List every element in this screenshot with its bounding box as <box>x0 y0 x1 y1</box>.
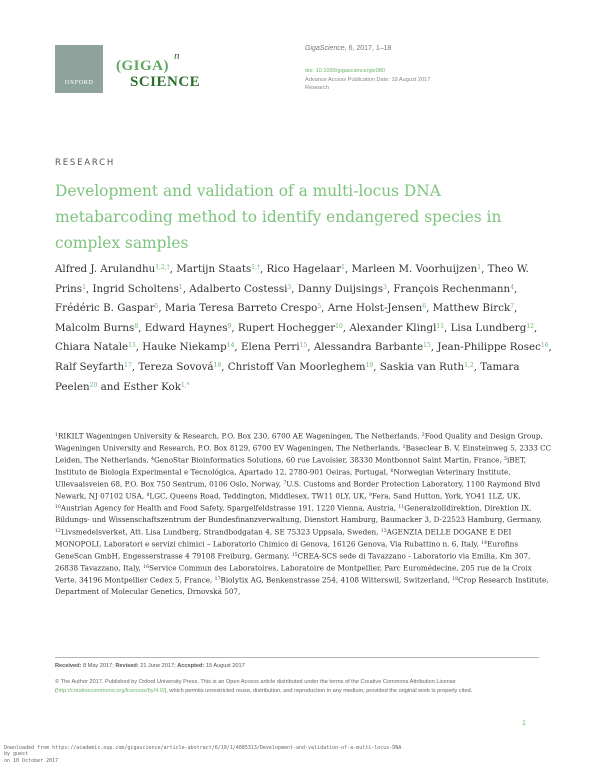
affiliation-text: Service Commun des Laboratoires, Laboratoire de Montpellier, Parc Euromédecine, 205 rue de la Croix Verte, 34196 Montpellier Cedex 5, France, <box>55 563 532 584</box>
author <box>123 381 189 393</box>
author-name: Alessandra Barbante <box>313 341 424 354</box>
author-affiliation-ref: 1 <box>477 264 482 271</box>
affiliation-number: 9 <box>368 493 372 498</box>
author-affiliation-ref: 18 <box>213 361 222 369</box>
author-name: Chiara Natale <box>55 341 129 354</box>
author-affiliation-ref: 4 <box>510 283 515 291</box>
author-name: Saskia van Ruth <box>379 360 465 373</box>
author-affiliation-ref: 17 <box>124 361 132 369</box>
author <box>349 322 444 334</box>
author <box>138 361 221 373</box>
author-affiliation-ref: 1 <box>178 283 183 291</box>
giga-logo-text: (GIGA) <box>116 58 169 74</box>
author-name: Christoff Van Moorleghem <box>227 360 366 373</box>
author-name: Alexander Klingl <box>349 321 437 334</box>
author-affiliation-ref: 19 <box>365 361 374 369</box>
author <box>437 341 548 353</box>
author <box>393 283 514 295</box>
author-affiliation-ref: 15 <box>299 342 308 350</box>
author-name: Maria Teresa Barreto Crespo <box>164 302 318 315</box>
author-name: Ralf Seyfarth <box>55 360 125 373</box>
author-affiliation-ref: 11 <box>436 322 445 330</box>
article-header-meta <box>305 44 565 93</box>
license-link[interactable]: http://creativecommons.org/licenses/by/4.0/ <box>56 688 165 695</box>
accepted-label: Accepted: <box>177 663 205 669</box>
author-affiliation-ref: 1,† <box>251 264 260 271</box>
affiliation-text: RIKILT Wageningen University & Research, P.O. Box 230, 6700 AE Wageningen, The Netherlands, <box>57 431 422 441</box>
affiliation-number: 16 <box>143 564 150 570</box>
divider <box>55 657 539 658</box>
gigascience-logo <box>116 50 204 92</box>
author <box>92 283 182 295</box>
article-title: Development and validation of a multi-locus DNA metabarcoding method to identify endangered species in complex samples <box>55 182 502 252</box>
author-affiliation-ref: 6 <box>422 303 427 311</box>
author <box>451 322 534 334</box>
author-name: Jean-Philippe Rosec <box>437 341 541 354</box>
author <box>145 322 232 334</box>
affiliation-number: 8 <box>146 493 150 498</box>
affiliation-number: 6 <box>390 469 394 474</box>
author-name: Frédéric B. Gaspar <box>55 302 155 315</box>
author-affiliation-ref: 1,2 <box>464 361 474 369</box>
author <box>267 263 345 275</box>
revised-date: 21 June 2017; <box>138 663 178 669</box>
affiliation-number: 12 <box>55 528 61 534</box>
affiliation-text: Crop Research Institute, Department of Molecular Genetics, Drnovská 507, <box>55 575 549 596</box>
author-name: Tamara Peelen <box>55 360 520 393</box>
affiliation-text: Food Quality and Design Group, Wageningen University and Research, P.O. Box 8129, 6700 EV Wageningen, The Netherlands, <box>55 431 543 453</box>
author <box>142 341 234 353</box>
oxford-logo <box>55 45 103 93</box>
author-name: Rupert Hochegger <box>237 321 336 334</box>
author <box>55 263 170 275</box>
affiliation-text: Norwegian Veterinary Institute, Ullevaalsveien 68, P.O. Box 750 Sentrum, 0106 Oslo, Norway, <box>55 467 511 489</box>
author <box>380 361 474 373</box>
author <box>314 341 431 353</box>
author-name: Esther Kok <box>123 380 181 393</box>
author-affiliation-ref: 1 <box>82 283 86 291</box>
affiliation-text: Eurofins GeneScan GmbH, Engesserstrasse 4 79108 Freiburg, Germany, <box>55 539 519 560</box>
author-name: Lisa Lundberg <box>450 321 527 334</box>
author-affiliation-ref: 8 <box>134 322 139 330</box>
download-footer <box>4 745 594 764</box>
author-name: Edward Haynes <box>144 321 228 334</box>
author-name: Ingrid Scholtens <box>92 282 179 295</box>
affiliation-text: U.S. Customs and Border Protection Laboratory, 1100 Raymond Blvd Newark, NJ 07102 USA, <box>55 479 541 501</box>
affiliation-text: LGC, Queens Road, Teddington, Middlesex, TW11 0LY, UK, <box>149 491 369 501</box>
affiliation-number: 15 <box>291 552 298 558</box>
affiliation-number: 10 <box>55 505 61 510</box>
author-name: Arne Holst-Jensen <box>327 302 423 315</box>
author-affiliation-ref: 5 <box>154 303 159 311</box>
advance-access-date: Advance Access Publication Date: 19 August 2017 <box>305 76 431 83</box>
author <box>228 361 373 373</box>
affiliation-number: 1 <box>55 433 58 438</box>
author-affiliation-ref: 9 <box>227 322 232 330</box>
author-name: Matthew Birck <box>432 302 511 315</box>
author <box>298 283 387 295</box>
author-affiliation-ref: 10 <box>335 322 343 330</box>
author <box>241 341 307 353</box>
affiliation-number: 2 <box>421 433 425 438</box>
author-affiliation-ref: 7 <box>510 303 515 311</box>
author-name: Malcolm Burns <box>55 321 135 334</box>
journal-citation <box>305 44 565 54</box>
author-affiliation-ref: 15 <box>423 342 431 350</box>
author <box>433 302 514 314</box>
footer-guest: by guest <box>4 751 29 758</box>
accepted-date: 15 August 2017 <box>204 663 245 669</box>
affiliation-number: 14 <box>481 540 488 546</box>
received-label: Received: <box>55 663 82 669</box>
author-affiliation-ref: 16 <box>540 342 549 350</box>
science-logo-text: SCIENCE <box>130 74 201 90</box>
giga-logo-superscript: n <box>174 50 180 62</box>
revised-label: Revised: <box>115 663 139 669</box>
publication-meta <box>305 67 565 93</box>
author <box>55 341 136 353</box>
author <box>352 263 482 275</box>
affiliation-text: Baseclear B. V, Einsteinweg 5, 2333 CC Leiden, The Netherlands, <box>55 443 552 465</box>
article-dates <box>55 663 535 669</box>
affiliation-text: Austrian Agency for Health and Food Safety, Spargelfeldstrasse 191, 1220 Vienna, Austria, <box>60 503 399 513</box>
page-number: 1 <box>522 720 526 727</box>
footer-date: on 10 October 2017 <box>4 757 59 764</box>
author-affiliation-ref: 5 <box>317 303 322 311</box>
affiliation-text: Biolytix AG, Benkenstrasse 254, 4108 Witterswil, Switzerland, <box>220 575 453 584</box>
author-affiliation-ref: 3 <box>287 283 292 291</box>
journal-volume-pages: , 6, 2017, 1–18 <box>344 45 392 52</box>
received-date: 8 May 2017; <box>81 663 116 669</box>
author-name: Theo W. Prins <box>55 263 529 295</box>
license-text-end: ), which permits unrestricted reuse, distribution, and reproduction in any medium, provided the original work is properly cited. <box>164 688 473 695</box>
author-list: Alfred J. Arulandhu$^{1,2,\dagger}$, Martijn Staats$^{1,\dagger}$, Rico Hagelaar$^1$, Marleen M. Voorhuijzen$^1$, Theo W. Prins$^1$, Ingrid Scholtens$^1$, Adalberto Costessi$^3$, Danny Duijsings$^3$, François Rechenmann$^4$, Frédéric B. Gaspar$^5$, Maria Teresa Barreto Crespo$^5$, Arne Holst-Jensen$^6$, Matthew Birck$^7$, Malcolm Burns$^8$, Edward Haynes$^9$, Rupert Hochegger$^{10}$, Alexander Klingl$^{11}$, Lisa Lundberg$^{12}$, Chiara Natale$^{13}$, Hauke Niekamp$^{14}$, Elena Perri$^{15}$, Alessandra Barbante$^{15}$, Jean-Philippe Rosec$^{16}$, Ralf Seyfarth$^{17}$, Tereza Sovová$^{18}$, Christoff Van Moorleghem$^{19}$, Saskia van Ruth$^{1,2}$, Tamara Peelen$^{20}$ and Esther Kok$^{1,*}$ <box>55 263 552 393</box>
affiliation-number: 7 <box>283 481 287 486</box>
license-statement <box>55 678 545 697</box>
affiliation-number: 17 <box>214 576 221 582</box>
affiliation-list <box>55 430 555 597</box>
article-type: Research <box>305 85 329 92</box>
author-affiliation-ref: 12 <box>526 322 534 330</box>
affiliation-text: iBET, Instituto de Biologia Experimental e Tecnológica, Apartado 12, 2780-901 Oeiras, Portugal, <box>55 455 527 477</box>
author <box>189 283 291 295</box>
author-name: Elena Perri <box>240 341 300 354</box>
author-affiliation-ref: 1,* <box>180 381 190 389</box>
author-name: Marleen M. Voorhuijzen <box>351 263 478 275</box>
author-name: Alfred J. Arulandhu <box>55 263 156 275</box>
doi-link[interactable]: doi: 10.1093/gigascience/gix080 <box>305 68 385 74</box>
author-name: Tereza Sovová <box>138 360 214 373</box>
affiliation-text: Fera, Sand Hutton, York, YO41 1LZ, UK, <box>371 491 521 501</box>
oxford-logo-text: OXFORD <box>64 79 94 86</box>
author <box>176 263 260 275</box>
affiliation-text: AGENZIA DELLE DOGANE E DEI MONOPOLI, Laboratori e servizi chimici – Laboratorio Chimico di Genova, 16126 Genova, Via Rubattino n. 6, Italy, <box>55 527 512 548</box>
affiliation-text: Generalzolldirektion, Direktion IX, Bildungs- und Wissenschaftszentrum der Bundesfinanzverwaltung, Dienstort Hamburg, Baumacker 3, D-22523 Hamburg, Germany, <box>55 503 542 524</box>
author-affiliation-ref: 13 <box>128 342 136 350</box>
author <box>328 302 426 314</box>
journal-name: GigaScience <box>305 45 345 52</box>
affiliation-text: GenoStar Bioinformatics Solutions, 60 rue Lavoisier, 38330 Montbonnot Saint Martin, France, <box>153 455 505 465</box>
affiliation-number: 13 <box>380 528 387 534</box>
author-affiliation-ref: 14 <box>226 342 235 350</box>
author <box>238 322 343 334</box>
affiliation-number: 11 <box>398 505 405 510</box>
affiliation-number: 18 <box>452 576 459 582</box>
author-name: Hauke Niekamp <box>142 341 227 354</box>
license-text-start: © The Author 2017. Published by Oxford University Press. This is an Open Access article distributed under the terms of the Creative Commons Attribution License ( <box>55 679 456 695</box>
author-affiliation-ref: 1,2,† <box>155 264 170 271</box>
author-name: Adalberto Costessi <box>189 282 288 295</box>
author-affiliation-ref: 1 <box>341 264 345 271</box>
author <box>165 302 321 314</box>
author <box>55 322 138 334</box>
affiliation-text: Livsmedelsverket, Att. Lisa Lundberg, Strandbodgatan 4, SE 75323 Uppsala, Sweden, <box>60 527 381 536</box>
author-name: François Rechenmann <box>393 282 511 295</box>
affiliation-text: CREA-SCS sede di Tavazzano - Laboratorio via Emilia, Km 307, 26838 Tavazzano, Italy, <box>55 551 531 572</box>
author-name: Danny Duijsings <box>297 282 384 295</box>
section-label: RESEARCH <box>55 158 116 168</box>
footer-download-url[interactable]: Downloaded from https://academic.oup.com/gigascience/article-abstract/6/10/1/4085313/Development-and-validation-of-a-multi-locus-DNA <box>4 745 402 751</box>
author-affiliation-ref: 20 <box>89 381 98 389</box>
author-affiliation-ref: 3 <box>383 283 387 291</box>
affiliation-number: 4 <box>151 457 154 462</box>
author <box>55 361 132 373</box>
author-name: Rico Hagelaar <box>266 263 342 275</box>
author-name: Martijn Staats <box>176 263 252 275</box>
affiliation-number: 5 <box>504 457 508 462</box>
author <box>55 302 158 314</box>
affiliation-number: 3 <box>402 445 406 450</box>
